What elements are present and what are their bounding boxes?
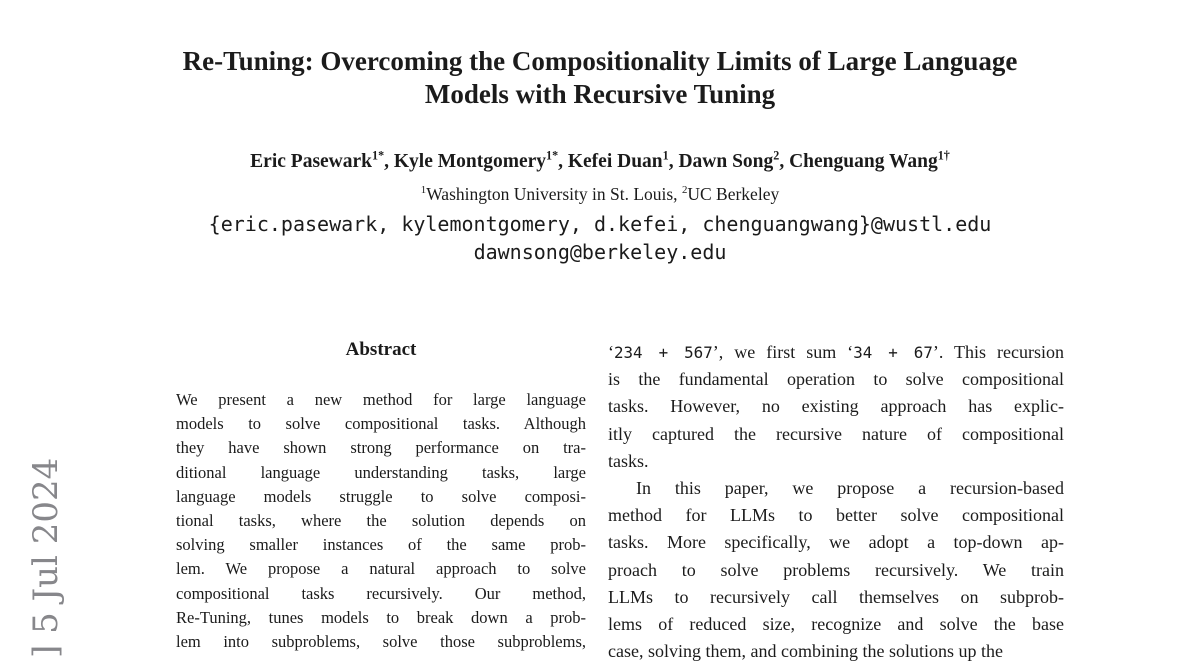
intro-p2-line-7-clipped: case, solving them, and combining the solutions up the <box>608 641 1003 662</box>
abstract-section <box>176 338 586 654</box>
author-separator: , <box>668 151 679 172</box>
abstract-line-7: solving smaller instances of the same prob- <box>176 535 586 555</box>
abstract-line-3: they have shown strong performance on tra- <box>176 438 586 458</box>
affiliation-1: Washington University in St. Louis, <box>426 184 682 204</box>
abstract-line-8: lem. We propose a natural approach to solve <box>176 559 586 579</box>
abstract-line-5: language models struggle to solve composi- <box>176 486 586 506</box>
abstract-line-10: Re-Tuning, tunes models to break down a prob- <box>176 607 586 627</box>
abstract-line-1: We present a new method for large language <box>176 390 586 409</box>
intro-p1-line-2: is the fundamental operation to solve compositional <box>608 369 1064 390</box>
affil-marker-2: 2 <box>681 184 688 197</box>
intro-p2-line-6: lems of reduced size, recognize and solve the base <box>608 614 1064 635</box>
inline-code-1: 234 + 567 <box>614 343 713 362</box>
author-affil-marker-3: 1 <box>662 148 669 163</box>
intro-p1-text-a: ’, we first sum ‘ <box>712 342 854 362</box>
abstract-heading: Abstract <box>345 339 417 360</box>
abstract-line-6: tional tasks, where the solution depends on <box>176 511 586 531</box>
title-line-1: Re-Tuning: Overcoming the Compositionality Limits of Large Language <box>182 46 1018 76</box>
email-block <box>0 210 1200 266</box>
quote-open: ‘ <box>608 342 614 362</box>
abstract-line-11: lem into subproblems, solve those subproblems, <box>176 632 586 652</box>
abstract-text <box>176 388 586 654</box>
intro-paragraph-2 <box>608 475 1064 665</box>
affil-marker-1: 1 <box>420 184 427 197</box>
author-list <box>0 150 1200 174</box>
intro-p2-line-1: In this paper, we propose a recursion-based <box>636 478 1064 499</box>
affiliation-2: UC Berkeley <box>687 184 780 204</box>
intro-p1-line-4: itly captured the recursive nature of compositional <box>608 423 1064 444</box>
affiliation-line <box>0 183 1200 205</box>
author-affil-marker-5: 1† <box>937 148 950 163</box>
inline-code-2: 34 + 67 <box>853 343 933 362</box>
title-line-2: Models with Recursive Tuning <box>424 79 776 109</box>
intro-p1-line-1 <box>608 339 1064 366</box>
email-line-2: dawnsong@berkeley.edu <box>473 240 727 264</box>
intro-p2-line-5: LLMs to recursively call themselves on subprob- <box>608 586 1064 607</box>
author-affil-marker-2: 1* <box>546 148 559 163</box>
intro-p2-line-3: tasks. More specifically, we adopt a top-down ap- <box>608 532 1064 553</box>
author-name-5: Chenguang Wang <box>789 151 938 172</box>
author-name-2: Kyle Montgomery <box>393 151 547 172</box>
abstract-line-9: compositional tasks recursively. Our method, <box>176 583 586 603</box>
author-name-3: Kefei Duan <box>567 151 663 172</box>
author-affil-marker-1: 1* <box>372 148 385 163</box>
author-separator: , <box>558 151 568 172</box>
abstract-line-4: ditional language understanding tasks, large <box>176 462 586 482</box>
intro-p1-line-3: tasks. However, no existing approach has explic- <box>608 396 1064 417</box>
arxiv-date-stamp: ] 5 Jul 2024 <box>26 457 66 658</box>
author-name-4: Dawn Song <box>678 151 774 172</box>
email-line-1: {eric.pasewark, kylemontgomery, d.kefei, chenguangwang}@wustl.edu <box>208 212 992 236</box>
intro-column <box>608 339 1064 665</box>
intro-paragraph-1 <box>608 339 1064 475</box>
author-separator: , <box>384 151 394 172</box>
author-affil-marker-4: 2 <box>773 148 780 163</box>
abstract-line-2: models to solve compositional tasks. Although <box>176 414 586 434</box>
intro-p1-text-b: ’. This recursion <box>932 342 1064 362</box>
author-name-1: Eric Pasewark <box>250 151 373 172</box>
author-separator: , <box>779 151 790 172</box>
paper-title <box>0 45 1200 111</box>
intro-p2-line-4: proach to solve problems recursively. We train <box>608 559 1064 580</box>
intro-p1-line-5: tasks. <box>608 450 649 471</box>
intro-p2-line-2: method for LLMs to better solve compositional <box>608 505 1064 526</box>
